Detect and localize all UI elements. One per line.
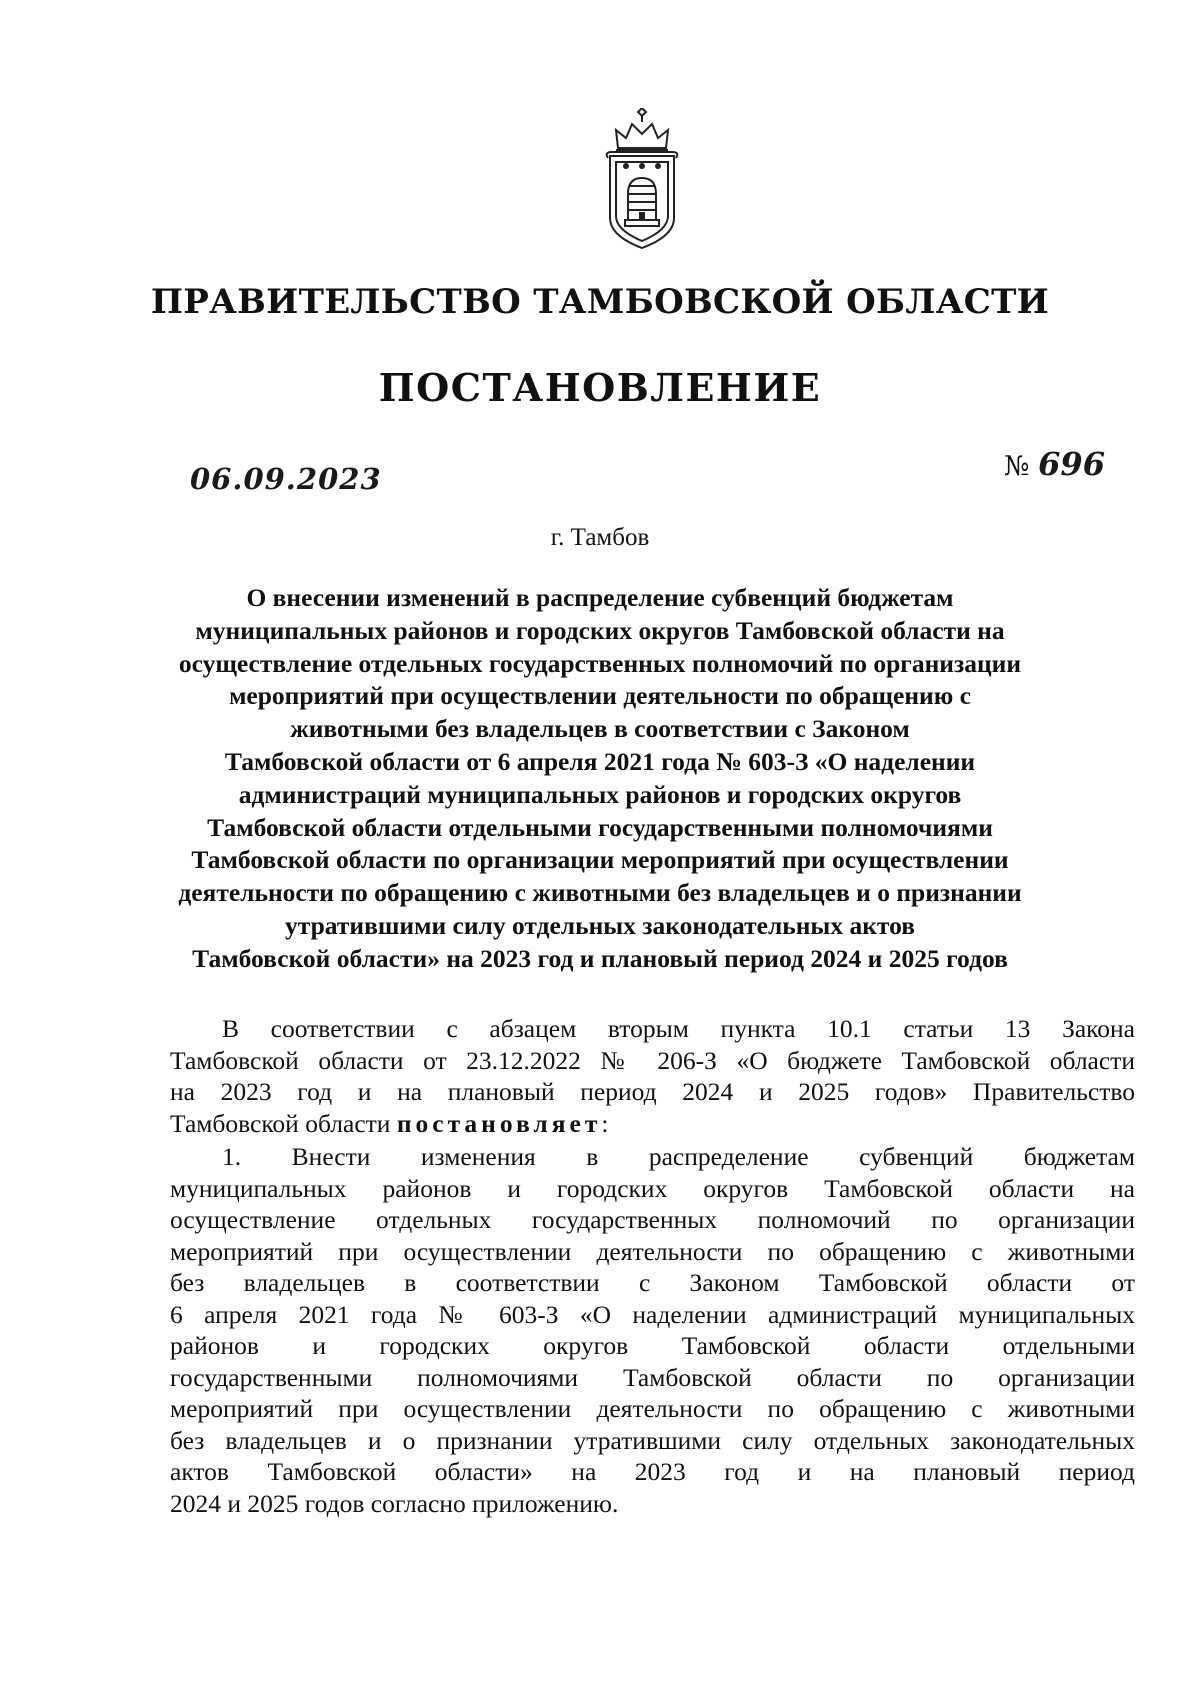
document-number (1004, 445, 1105, 483)
paragraph-line: мероприятий при осуществлении деятельности по обращению с животными (170, 1236, 1135, 1266)
subject-line: Тамбовской области по организации мероприятий при осуществлении (191, 845, 1009, 875)
decree-line-start: Тамбовской области (170, 1108, 391, 1138)
paragraph-line: на 2023 год и на плановый период 2024 и 2025 годов» Правительство (170, 1077, 1135, 1106)
paragraph-line: муниципальных районов и городских округов Тамбовской области на (170, 1173, 1135, 1203)
subject-line: утратившими силу отдельных законодательных актов (285, 910, 915, 940)
subject-line: О внесении изменений в распределение субвенций бюджетам (246, 583, 954, 612)
coat-of-arms-emblem (598, 108, 686, 253)
subject-line: Тамбовской области от 6 апреля 2021 года № 603-З «О наделении (224, 746, 976, 776)
subject-line: осуществление отдельных государственных полномочий по организации (178, 648, 1022, 678)
paragraph-line: актов Тамбовской области» на 2023 год и на плановый период (170, 1457, 1135, 1486)
paragraph-line: осуществление отдельных государственных полномочий по организации (170, 1205, 1135, 1234)
paragraph-line: без владельцев и о признании утратившими силу отдельных законодательных (170, 1425, 1135, 1455)
subject-line: деятельности по обращению с животными без владельцев и о признании (178, 878, 1022, 908)
document-date: 06.09.2023 (190, 462, 382, 496)
subject-line: животными без владельцев в соответствии с Законом (290, 714, 910, 744)
decree-line (170, 1108, 1135, 1140)
document-type-title: ПОСТАНОВЛЕНИЕ (378, 365, 822, 410)
decree-line-end: : (601, 1108, 609, 1138)
paragraph-line: государственными полномочиями Тамбовской области по организации (170, 1362, 1135, 1392)
paragraph-line: Тамбовской области от 23.12.2022 № 206-З «О бюджете Тамбовской области (170, 1045, 1135, 1075)
paragraph-line: без владельцев в соответствии с Законом Тамбовской области от (170, 1268, 1135, 1297)
paragraph-line: 6 апреля 2021 года № 603-З «О наделении администраций муниципальных (170, 1299, 1135, 1329)
paragraph-line: 2024 и 2025 годов согласно приложению. (170, 1488, 619, 1518)
paragraph-line: В соответствии с абзацем вторым пункта 10.1 статьи 13 Закона (222, 1014, 1135, 1043)
paragraph-line: мероприятий при осуществлении деятельности по обращению с животными (170, 1394, 1135, 1423)
subject-line: Тамбовской области отдельными государственными полномочиями (207, 812, 993, 842)
preamble-paragraph (170, 1013, 1135, 1139)
item-1-paragraph (170, 1141, 1135, 1519)
document-number-value: 696 (1038, 445, 1105, 483)
paragraph-line: районов и городских округов Тамбовской области отдельными (170, 1331, 1135, 1360)
subject-line: мероприятий при осуществлении деятельности по обращению с (229, 681, 971, 711)
subject-line: администраций муниципальных районов и городских округов (238, 779, 962, 809)
number-sign: № (1004, 451, 1030, 482)
document-subject (170, 582, 1030, 976)
subject-line: муниципальных районов и городских округов Тамбовской области на (195, 615, 1005, 645)
paragraph-line: 1. Внести изменения в распределение субвенций бюджетам (222, 1142, 1135, 1171)
government-title: ПРАВИТЕЛЬСТВО ТАМБОВСКОЙ ОБЛАСТИ (150, 282, 1050, 322)
decree-word: постановляет (396, 1108, 602, 1138)
subject-line: Тамбовской области» на 2023 год и плановый период 2024 и 2025 годов (192, 943, 1008, 973)
city-line: г. Тамбов (550, 524, 650, 551)
